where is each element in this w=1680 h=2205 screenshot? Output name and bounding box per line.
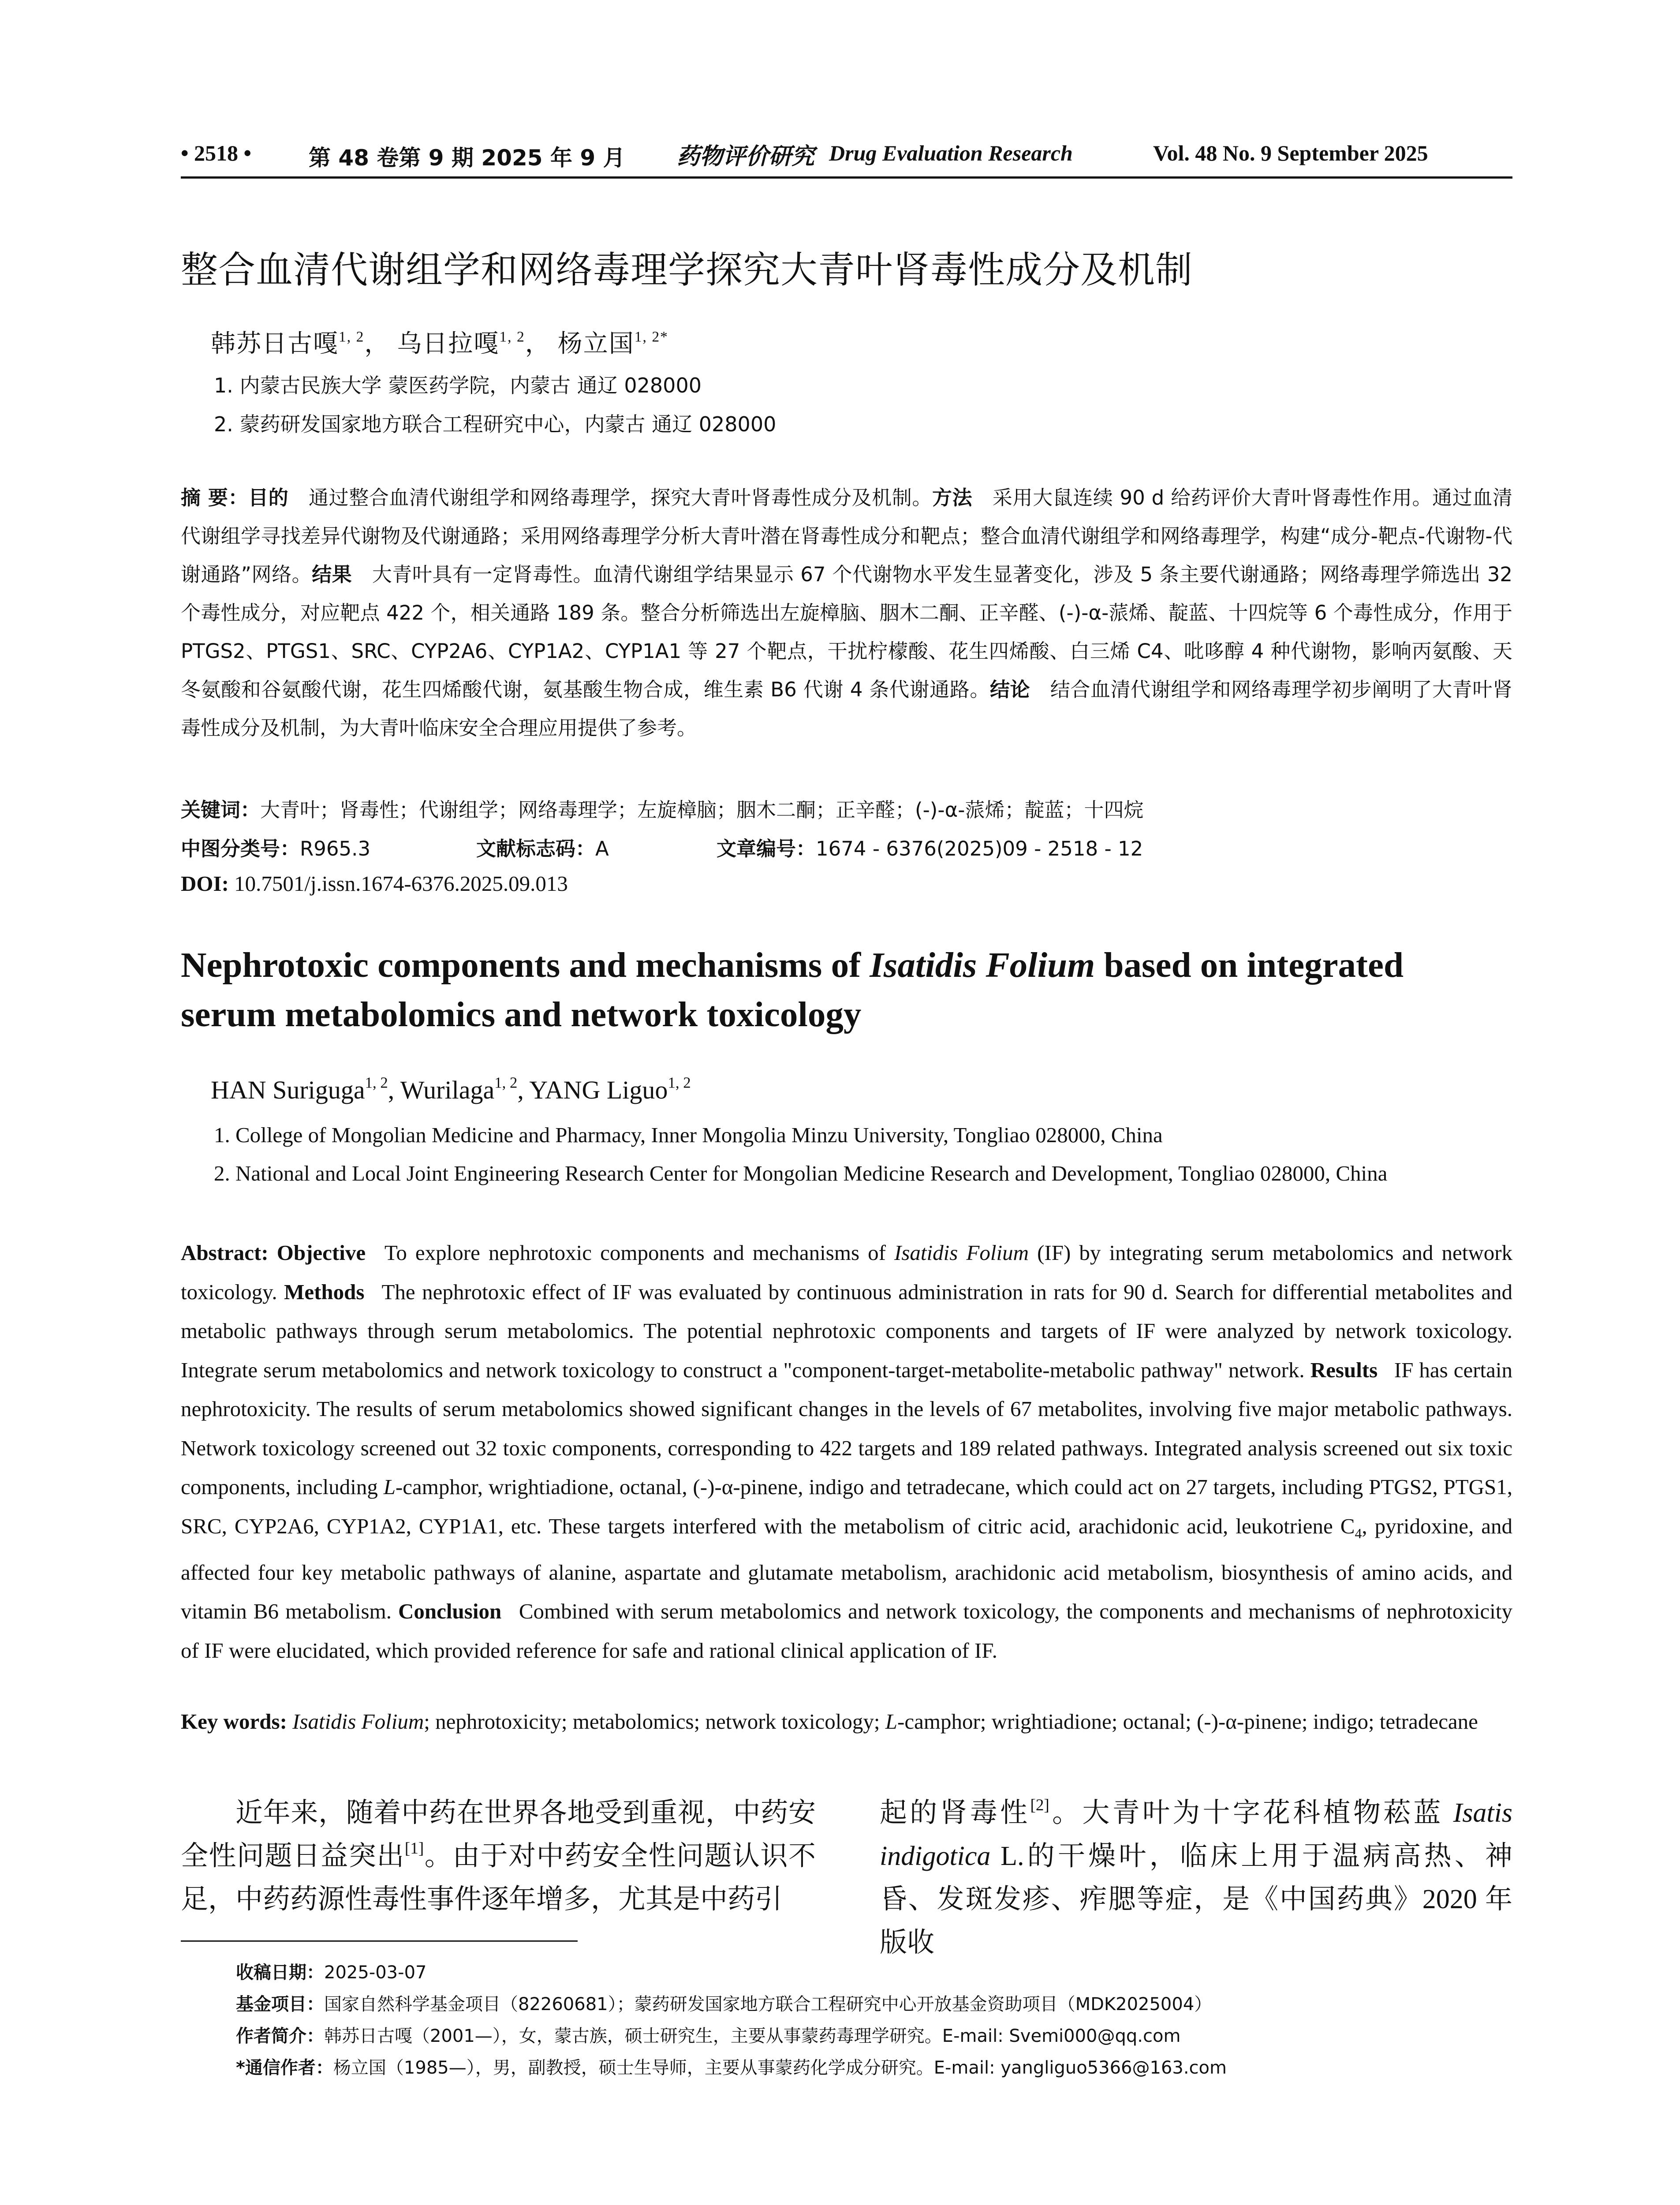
keywords-text: ; nephrotoxicity; metabolomics; network toxicology; — [424, 1709, 880, 1734]
citation: [2] — [1030, 1796, 1049, 1814]
doi-label: DOI: — [181, 871, 229, 896]
header-rule — [181, 176, 1512, 179]
title-en-line2: serum metabolomics and network toxicology — [181, 994, 862, 1034]
doc-code-value: A — [595, 837, 609, 860]
keywords-en-label: Key words: — [181, 1709, 287, 1734]
author-affil-sup: 1, 2 — [499, 329, 525, 345]
issue-cn: 第 48 卷第 9 期 2025 年 9 月 — [309, 145, 625, 171]
abstract-cn — [181, 478, 1512, 747]
separator: ， — [364, 330, 390, 358]
conclusion-text: Combined with serum metabolomics and network toxicology, the components and mechanisms of nephrotoxicity of IF were elucidated, which provided reference for safe and rational clinical application of IF. — [181, 1599, 1512, 1663]
author-name: 乌日拉嘎 — [397, 330, 500, 358]
results-text: 大青叶具有一定肾毒性。血清代谢组学结果显示 67 个代谢物水平发生显著变化，涉及 5 条主要代谢通路；网络毒理学筛选出 32 个毒性成分，对应靶点 422 个，相关通路 189 条。整合分析筛选出左旋樟脑、胭木二酮、正辛醛、(-)-α-蒎烯、靛蓝、十四烷等 6 个毒性成分，作用于 PTGS2、PTGS1、SRC、CYP2A6、CYP1A2、CYP1A1 等 27 个靶点，干扰柠檬酸、花生四烯酸、白三烯 C4、吡哆醇 4 种代谢物，影响丙氨酸、天冬氨酸和谷氨酸代谢，花生四烯酸代谢，氨基酸生物合成，维生素 B6 代谢 4 条代谢通路。 — [181, 563, 1512, 701]
objective-text: (IF) by integrating serum metabolomics and network toxicology. — [181, 1241, 1513, 1304]
doi-line — [181, 871, 568, 896]
conclusion-label: Conclusion — [398, 1599, 502, 1624]
author-name: 韩苏日古嘎 — [211, 330, 339, 358]
conclusion-text: 结合血清代谢组学和网络毒理学初步阐明了大青叶肾毒性成分及机制，为大青叶临床安全合理应用提供了参考。 — [181, 678, 1512, 740]
footnote-corresponding — [236, 2053, 1227, 2082]
citation: [1] — [404, 1839, 424, 1857]
body-text: 。大青叶为十字花科植物菘蓝 — [1049, 1798, 1444, 1828]
authors-en: HAN Suriguga$^{1, 2}$, Wurilaga$^{1, 2}$, YANG Liguo$^{1, 2}$ — [211, 1074, 691, 1104]
body-column-right — [880, 1791, 1512, 1964]
methods-label: Methods — [284, 1279, 365, 1304]
body-text: L.的干燥叶，临床上用于温病高热、神昏、发斑发疹、痄腮等症，是《中国药典》2020 年版收 — [880, 1841, 1512, 1958]
article-title-cn: 整合血清代谢组学和网络毒理学探究大青叶肾毒性成分及机制 — [181, 248, 1193, 292]
author-name: HAN Suriguga — [211, 1076, 365, 1104]
affiliation-en: 2. National and Local Joint Engineering Research Center for Mongolian Medicine Research and Development, Tongliao 028000, China — [214, 1161, 1388, 1185]
results-text: , pyridoxine, and affected four key metabolic pathways of alanine, aspartate and glutamate metabolism, arachidonic acid metabolism, biosynthesis of amino acids, and vitamin B6 metabolism. — [181, 1514, 1512, 1624]
results-label: Results — [1310, 1357, 1378, 1382]
body-text: 。由于对中药安全性问题认识不足，中药药源性毒性事件逐年增多，尤其是中药引 — [181, 1841, 816, 1914]
running-header — [181, 140, 1512, 176]
classification-line — [181, 833, 1512, 861]
issue-en: Vol. 48 No. 9 September 2025 — [1153, 141, 1428, 165]
body-text: 近年来，随着中药在世界各地受到重视，中药安全性问题日益突出 — [181, 1798, 816, 1871]
abstract-label: 摘 要： — [181, 486, 249, 509]
affiliation-cn: 1. 内蒙古民族大学 蒙医药学院，内蒙古 通辽 028000 — [214, 374, 702, 397]
abstract-en-label: Abstract: Objective — [181, 1241, 366, 1265]
title-en-part: Nephrotoxic components and mechanisms of — [181, 945, 861, 985]
results-text: IF has certain nephrotoxicity. The results of serum metabolomics showed significant changes in the levels of 67 metabolites, involving five major metabolic pathways. Network toxicology screened out 32 toxic components, corresponding to 422 targets and 189 related pathways. Integrated analysis screened out six toxic components, including — [181, 1357, 1512, 1499]
keyword-italic: Isatidis Folium — [292, 1709, 424, 1734]
subscript: 4 — [1355, 1525, 1362, 1541]
article-no-value: 1674 - 6376(2025)09 - 2518 - 12 — [816, 837, 1143, 860]
affiliation-cn: 2. 蒙药研发国家地方联合工程研究中心，内蒙古 通辽 028000 — [214, 412, 777, 436]
body-text: 起的肾毒性 — [880, 1798, 1030, 1828]
footnote-rule — [181, 1940, 578, 1942]
footnote-bio — [236, 2022, 1180, 2051]
keyword-italic: L — [885, 1709, 898, 1734]
separator: ， — [525, 330, 551, 358]
journal-name-en: Drug Evaluation Research — [829, 141, 1073, 165]
keywords-text: 大青叶；肾毒性；代谢组学；网络毒理学；左旋樟脑；胭木二酮；正辛醛；(-)-α-蒎烯；靛蓝；十四烷 — [260, 798, 1144, 822]
keywords-cn — [181, 794, 1144, 822]
title-en-part: based on integrated — [1104, 945, 1404, 985]
footnote-label: 收稿日期： — [236, 1962, 324, 1983]
footnote-text: 国家自然科学基金项目（82260681）；蒙药研发国家地方联合工程研究中心开放基金资助项目（MDK2025004） — [324, 1994, 1212, 2014]
clc-value: R965.3 — [300, 837, 371, 860]
author-name: YANG Liguo — [529, 1076, 668, 1104]
keywords-text: -camphor; wrightiadione; octanal; (-)-α-pinene; indigo; tetradecane — [897, 1709, 1478, 1734]
abstract-en — [181, 1233, 1512, 1670]
footnote-label: 作者简介： — [236, 2026, 324, 2046]
objective-text: 通过整合血清代谢组学和网络毒理学，探究大青叶肾毒性成分及机制。 — [308, 486, 933, 509]
author-affil-sup: 1, 2 — [365, 1074, 388, 1091]
journal-logo-cn: 药物评价研究 — [677, 143, 815, 170]
footnote-received — [236, 1958, 426, 1987]
doi-value: 10.7501/j.issn.1674-6376.2025.09.013 — [234, 871, 568, 896]
methods-text: 采用大鼠连续 90 d 给药评价大青叶肾毒性作用。通过血清代谢组学寻找差异代谢物及代谢通路；采用网络毒理学分析大青叶潜在肾毒性成分和靶点；整合血清代谢组学和网络毒理学，构建“成分-靶点-代谢物-代谢通路”网络。 — [181, 486, 1512, 586]
methods-label: 方法 — [932, 486, 973, 509]
authors-cn — [211, 324, 668, 359]
footnote-text: 杨立国（1985—），男，副教授，硕士生导师，主要从事蒙药化学成分研究。E-mail: yangliguo5366@163.com — [333, 2058, 1227, 2078]
author-name: Wurilaga — [400, 1076, 495, 1104]
author-name: 杨立国 — [557, 330, 635, 358]
conclusion-label: 结论 — [989, 678, 1030, 701]
results-italic: L — [383, 1475, 396, 1499]
results-label: 结果 — [312, 563, 352, 586]
objective-text: To explore nephrotoxic components and mechanisms of — [384, 1241, 886, 1265]
clc-label: 中图分类号： — [181, 837, 300, 860]
title-en-italic: Isatidis Folium — [870, 945, 1095, 985]
article-no-label: 文章编号： — [717, 837, 816, 860]
author-affil-sup: 1, 2 — [494, 1074, 518, 1091]
species-italic: Isatis indigotica — [880, 1798, 1512, 1871]
author-affil-sup: 1, 2 — [339, 329, 365, 345]
footnote-text: 2025-03-07 — [324, 1962, 427, 1983]
results-text: -camphor, wrightiadione, octanal, (-)-α-pinene, indigo and tetradecane, which could act on 27 targets, including PTGS2, PTGS1, SRC, CYP2A6, CYP1A2, CYP1A1, etc. These targets interfered with the metabolism of citric acid, arachidonic acid, leukotriene C — [181, 1475, 1512, 1538]
author-affil-sup: 1, 2* — [634, 329, 668, 345]
objective-label: 目的 — [248, 486, 289, 509]
page-number: • 2518 • — [181, 141, 252, 165]
footnote-label: *通信作者： — [236, 2058, 333, 2078]
footnote-text: 韩苏日古嘎（2001—），女，蒙古族，硕士研究生，主要从事蒙药毒理学研究。E-mail: Svemi000@qq.com — [324, 2026, 1181, 2046]
methods-text: The nephrotoxic effect of IF was evaluated by continuous administration in rats for 90 d. Search for differential metabolites and metabolic pathways through serum metabolomics. The potential nephrotoxic components and targets of IF were analyzed by network toxicology. Integrate serum metabolomics and network toxicology to construct a "component-target-metabolite-metabolic pathway" network. — [181, 1279, 1512, 1382]
objective-italic: Isatidis Folium — [894, 1241, 1029, 1265]
article-title-en — [181, 940, 1530, 1039]
keywords-label: 关键词： — [181, 798, 261, 822]
author-affil-sup: 1, 2 — [668, 1074, 691, 1091]
body-column-left — [181, 1791, 816, 1921]
affiliation-en: 1. College of Mongolian Medicine and Pharmacy, Inner Mongolia Minzu University, Tongliao 028000, China — [214, 1123, 1163, 1147]
footnote-label: 基金项目： — [236, 1994, 324, 2014]
footnote-fund — [236, 1990, 1212, 2019]
keywords-en — [181, 1702, 1512, 1742]
doc-code-label: 文献标志码： — [476, 837, 596, 860]
